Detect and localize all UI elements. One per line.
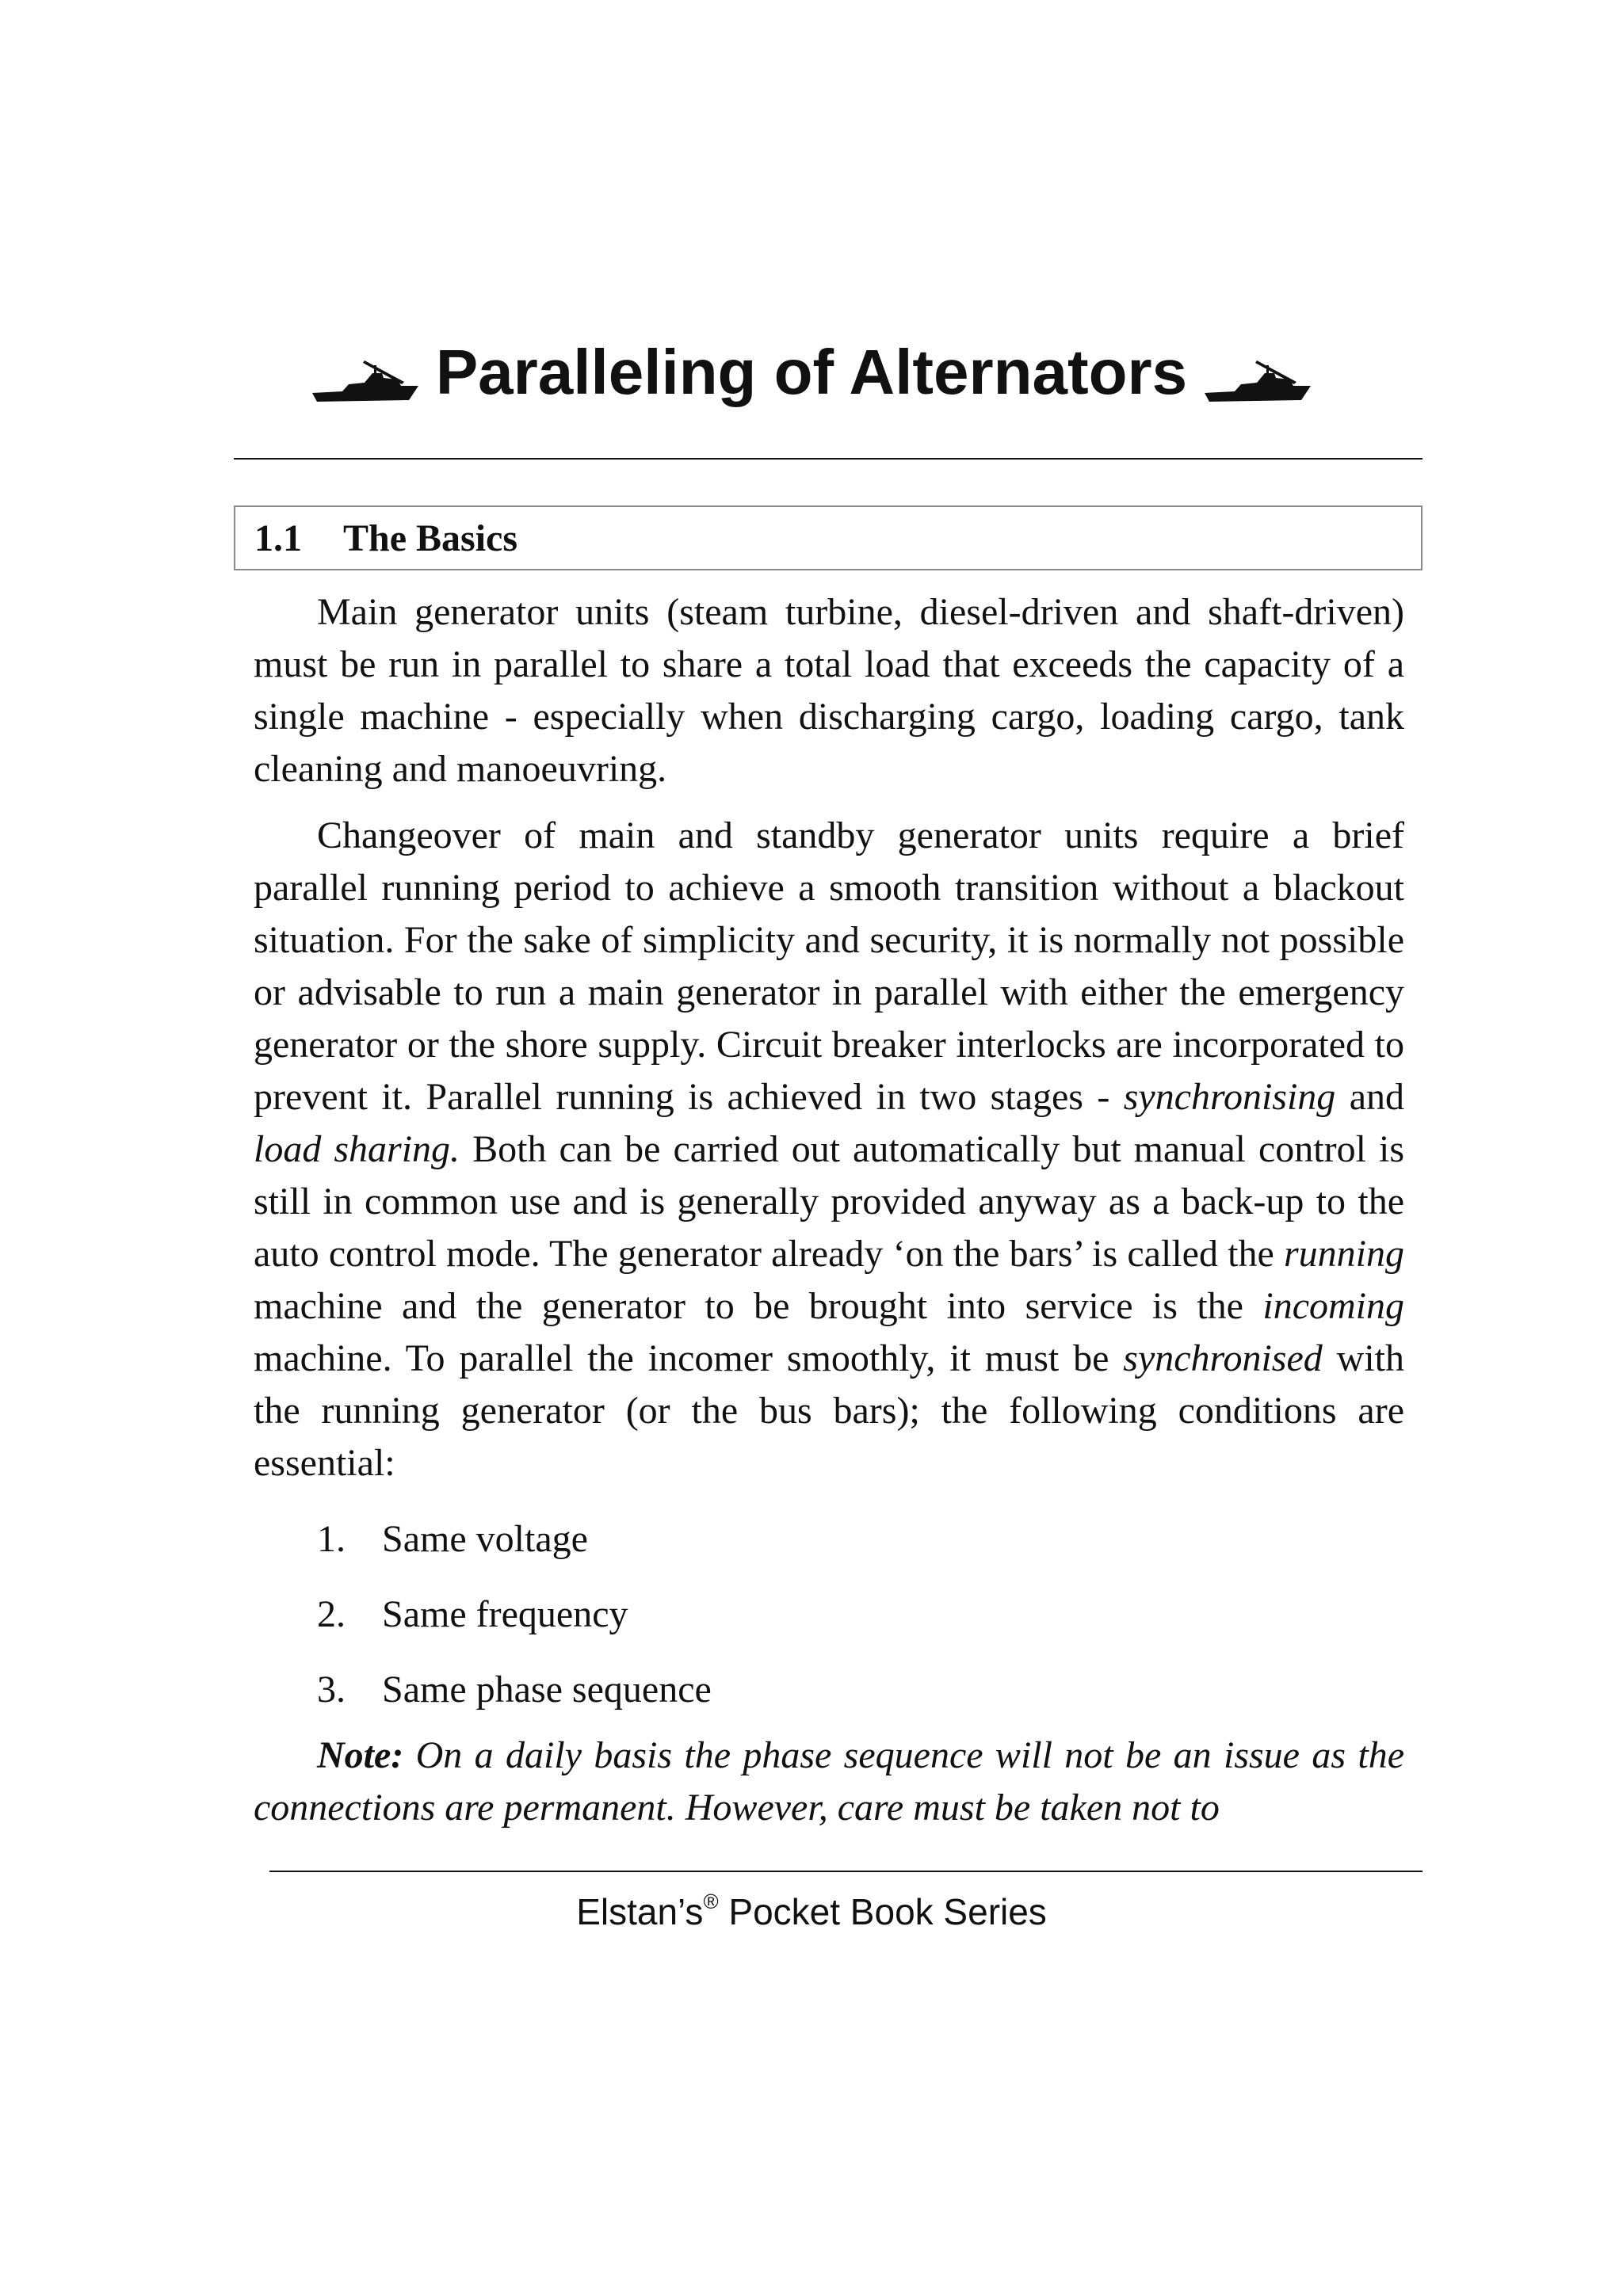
- page-title-text: Paralleling of Alternators: [435, 337, 1188, 407]
- footer-brand: Elstan’s: [576, 1891, 704, 1932]
- text-run: and: [1335, 1076, 1405, 1118]
- list-item-number: 3.: [317, 1669, 346, 1711]
- ship-icon: [309, 356, 422, 403]
- text-run: Both can be carried out automatically but manual control is still in common use and is generally provided anyway as a back-up to the auto control mode. The generator already ‘on the bars’ is called the: [254, 1128, 1404, 1275]
- list-item-text: Same phase sequence: [382, 1669, 712, 1711]
- text-run: Changeover of main and standby generator units require a brief parallel running period to achieve a smooth transition without a blackout situation. For the sake of simplicity and security, it is normally not possible or advisable to run a main generator in parallel with either the emergency generator or the shore supply. Circuit breaker interlocks are incorporated to prevent it. Parallel running is achieved in two stages -: [254, 814, 1404, 1118]
- body-text: [254, 586, 1404, 1848]
- footer-series: Pocket Book Series: [718, 1891, 1047, 1932]
- list-item-number: 1.: [317, 1518, 346, 1560]
- text-run: machine and the generator to be brought into service is the: [254, 1285, 1263, 1327]
- list-item: [317, 1579, 1404, 1654]
- paragraph-changeover: [254, 810, 1404, 1489]
- page-title: [0, 329, 1623, 416]
- title-divider: [234, 458, 1423, 460]
- list-item: [317, 1504, 1404, 1579]
- emphasis-load-sharing: load sharing.: [254, 1128, 460, 1170]
- text-run: with the running generator (or the bus bars); the following conditions are essential:: [254, 1337, 1404, 1484]
- emphasis-incoming: incoming: [1262, 1285, 1404, 1327]
- note-text: On a daily basis the phase sequence will not be an issue as the connections are permanent. However, care must be taken not to: [254, 1734, 1404, 1829]
- emphasis-synchronised: synchronised: [1123, 1337, 1323, 1379]
- list-item: [317, 1654, 1404, 1730]
- section-title: The Basics: [343, 517, 518, 559]
- note-label: Note:: [317, 1734, 404, 1776]
- registered-mark: ®: [703, 1890, 719, 1913]
- paragraph-generator-units: Main generator units (steam turbine, diesel-driven and shaft-driven) must be run in parallel to share a total load that exceeds the capacity of a single machine - especially when discharging cargo, loading cargo, tank cleaning and manoeuvring.: [254, 591, 1404, 790]
- section-number: 1.1: [254, 517, 302, 559]
- text-run: machine. To parallel the incomer smoothly, it must be: [254, 1337, 1124, 1379]
- section-heading: [234, 505, 1423, 570]
- emphasis-running: running: [1283, 1233, 1404, 1275]
- emphasis-synchronising: synchronising: [1123, 1076, 1336, 1118]
- footer: [0, 1876, 1623, 1937]
- note: [254, 1730, 1404, 1834]
- ship-icon: [1201, 356, 1314, 403]
- list-item-number: 2.: [317, 1593, 346, 1635]
- footer-divider: [269, 1871, 1423, 1872]
- list-item-text: Same voltage: [382, 1518, 588, 1560]
- list-item-text: Same frequency: [382, 1593, 628, 1635]
- conditions-list: [254, 1504, 1404, 1730]
